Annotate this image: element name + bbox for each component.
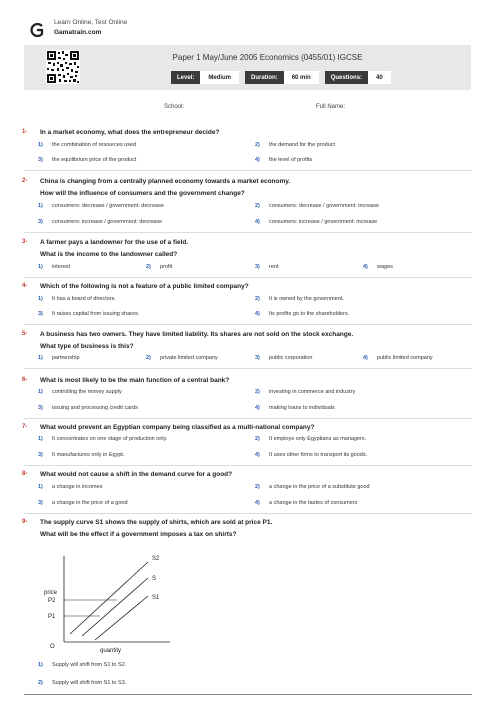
option-letter: 4)	[363, 264, 368, 270]
option-letter: 3)	[38, 157, 43, 163]
option-letter: 2)	[146, 264, 151, 270]
option-text: consumers: increase / government: decrease	[52, 219, 163, 225]
q4-option-4[interactable]	[255, 311, 349, 317]
option-letter: 1)	[38, 484, 43, 490]
q5-option-2[interactable]	[146, 355, 218, 361]
option-letter: 1)	[38, 355, 43, 361]
option-letter: 2)	[38, 680, 43, 686]
option-text: a change in incomes	[52, 484, 103, 490]
curve-s2	[70, 562, 148, 634]
option-text: It is owned by the government.	[269, 296, 344, 302]
option-text: It manufactures only in Egypt.	[52, 452, 125, 458]
option-letter: 4)	[255, 500, 260, 506]
q1-option-4[interactable]	[255, 157, 312, 163]
option-text: wages	[377, 264, 393, 270]
question-number: 2-	[22, 178, 28, 184]
paper-header	[24, 45, 471, 90]
q4-option-2[interactable]	[255, 296, 344, 302]
brand-site: Gamatrain.com	[54, 29, 102, 36]
question-stem-line-2: How will the influence of consumers and the government change?	[40, 190, 245, 197]
p2-label: P2	[48, 598, 56, 604]
s-label: S	[152, 576, 157, 582]
q8-option-4[interactable]	[255, 500, 357, 506]
q7-option-3[interactable]	[38, 452, 124, 458]
option-text: the equilibrium price of the product	[52, 157, 137, 163]
q3-option-2[interactable]	[146, 264, 172, 270]
option-letter: 3)	[38, 219, 43, 225]
questions-value: 40	[368, 71, 391, 84]
option-text: It raises capital from issuing shares.	[52, 311, 140, 317]
q6-option-3[interactable]	[38, 405, 138, 411]
option-letter: 3)	[38, 311, 43, 317]
option-text: rent	[269, 264, 279, 270]
question-number: 8-	[22, 471, 28, 477]
question-number: 7-	[22, 424, 28, 430]
question-divider	[24, 513, 472, 514]
option-letter: 3)	[255, 355, 260, 361]
supply-curve-diagram	[40, 548, 180, 658]
option-letter: 1)	[38, 662, 43, 668]
option-text: profit	[160, 264, 173, 270]
option-letter: 2)	[255, 389, 260, 395]
paper-badges	[171, 71, 391, 84]
q2-option-3[interactable]	[38, 219, 162, 225]
option-text: a change in the price of a good	[52, 500, 128, 506]
question-divider	[24, 324, 472, 325]
page-bottom-line	[24, 694, 472, 695]
fullname-field[interactable]: Full Name:	[316, 104, 346, 110]
question-divider	[24, 232, 472, 233]
duration-label: Duration:	[245, 71, 284, 84]
q5-option-1[interactable]	[38, 355, 80, 361]
question-number: 4-	[22, 283, 28, 289]
question-number: 9-	[22, 519, 28, 525]
school-field[interactable]: School:	[164, 104, 185, 110]
q7-option-4[interactable]	[255, 452, 367, 458]
question-divider	[24, 418, 472, 419]
option-text: It employs only Egyptians as managers.	[269, 436, 367, 442]
option-text: consumers: decrease / government: decrease	[52, 203, 164, 209]
q6-option-4[interactable]	[255, 405, 335, 411]
gamatrain-logo-icon	[30, 23, 44, 37]
q1-option-1[interactable]	[38, 142, 136, 148]
duration-badge	[245, 71, 319, 84]
curve-s	[82, 578, 148, 636]
q3-option-4[interactable]	[363, 264, 393, 270]
q3-option-3[interactable]	[255, 264, 278, 270]
q3-option-1[interactable]	[38, 264, 70, 270]
option-letter: 4)	[363, 355, 368, 361]
x-axis-label: quantity	[100, 648, 122, 654]
option-text: public limited company	[377, 355, 433, 361]
level-label: Level:	[171, 71, 200, 84]
question-divider	[24, 465, 472, 466]
question-stem: A farmer pays a landowner for the use of a field.	[40, 239, 189, 246]
option-letter: 1)	[38, 389, 43, 395]
option-text: issuing and processing credit cards	[52, 405, 138, 411]
option-letter: 4)	[255, 452, 260, 458]
option-text: investing in commerce and industry	[269, 389, 356, 395]
q1-option-2[interactable]	[255, 142, 335, 148]
option-letter: 2)	[255, 436, 260, 442]
option-text: interest	[52, 264, 71, 270]
q5-option-4[interactable]	[363, 355, 433, 361]
option-text: partnership	[52, 355, 80, 361]
question-stem: What is most likely to be the main function of a central bank?	[40, 377, 230, 384]
question-number: 3-	[22, 239, 28, 245]
option-text: Supply will shift from S1 to S3.	[52, 680, 127, 686]
question-stem: What would not cause a shift in the demand curve for a good?	[40, 471, 233, 478]
s1-label: S1	[152, 595, 160, 601]
q8-option-2[interactable]	[255, 484, 370, 490]
duration-value: 60 min	[284, 71, 319, 84]
option-text: consumers: decrease / government: increase	[269, 203, 380, 209]
questions-badge	[325, 71, 391, 84]
origin-label: O	[50, 644, 55, 650]
brand-tagline: Learn Online, Test Online	[54, 19, 128, 26]
question-stem: A business has two owners. They have limited liability. Its shares are not sold on the stock exchange.	[40, 331, 354, 338]
question-stem: What would prevent an Egyptian company being classified as a multi-national company?	[40, 424, 315, 431]
questions-label: Questions:	[325, 71, 368, 84]
option-letter: 2)	[255, 484, 260, 490]
option-letter: 1)	[38, 264, 43, 270]
q2-option-1[interactable]	[38, 203, 164, 209]
option-text: It has a board of directors.	[52, 296, 116, 302]
q6-option-1[interactable]	[38, 389, 122, 395]
question-stem-line-2: What is the income to the landowner called?	[40, 251, 178, 258]
q6-option-2[interactable]	[255, 389, 355, 395]
option-text: a change in the price of a substitute good	[269, 484, 370, 490]
question-number: 6-	[22, 377, 28, 383]
option-text: the combination of resources used	[52, 142, 137, 148]
q2-option-2[interactable]	[255, 203, 379, 209]
q7-option-2[interactable]	[255, 436, 366, 442]
option-letter: 1)	[38, 142, 43, 148]
q4-option-3[interactable]	[38, 311, 139, 317]
y-axis-label: price	[44, 590, 58, 596]
question-stem: In a market economy, what does the entrepreneur decide?	[40, 129, 220, 136]
option-text: consumers: increase / government: increase	[269, 219, 378, 225]
q4-option-1[interactable]	[38, 296, 116, 302]
option-letter: 2)	[255, 203, 260, 209]
option-letter: 1)	[38, 296, 43, 302]
question-stem: Which of the following is not a feature of a public limited company?	[40, 283, 249, 290]
question-divider	[24, 170, 472, 171]
level-badge	[171, 71, 239, 84]
option-text: Its profits go to the shareholders.	[269, 311, 350, 317]
option-letter: 3)	[38, 405, 43, 411]
option-letter: 4)	[255, 311, 260, 317]
q8-option-1[interactable]	[38, 484, 102, 490]
option-letter: 3)	[38, 452, 43, 458]
option-text: making loans to individuals	[269, 405, 335, 411]
option-letter: 2)	[255, 296, 260, 302]
q8-option-3[interactable]	[38, 500, 128, 506]
question-stem: The supply curve S1 shows the supply of shirts, which are sold at price P1.	[40, 519, 273, 526]
question-stem-line-2: What will be the effect if a government imposes a tax on shirts?	[40, 531, 237, 538]
question-stem: China is changing from a centrally planned economy towards a market economy.	[40, 178, 291, 185]
option-letter: 4)	[255, 157, 260, 163]
q1-option-3[interactable]	[38, 157, 136, 163]
q9-option-2[interactable]	[38, 680, 126, 686]
s2-label: S2	[152, 556, 160, 562]
option-text: public corporation	[269, 355, 313, 361]
option-letter: 1)	[38, 436, 43, 442]
option-letter: 3)	[38, 500, 43, 506]
p1-label: P1	[48, 614, 56, 620]
q2-option-4[interactable]	[255, 219, 377, 225]
option-letter: 2)	[255, 142, 260, 148]
option-text: private limited company	[160, 355, 218, 361]
question-number: 1-	[22, 129, 28, 135]
q9-option-1[interactable]	[38, 662, 126, 668]
question-number: 5-	[22, 331, 28, 337]
option-text: Supply will shift from S1 to S2.	[52, 662, 127, 668]
option-text: a change in the tastes of consumers	[269, 500, 358, 506]
level-value: Medium	[200, 71, 239, 84]
question-divider	[24, 277, 472, 278]
option-letter: 4)	[255, 405, 260, 411]
option-text: the demand for the product	[269, 142, 336, 148]
option-text: It concentrates on one stage of production only.	[52, 436, 168, 442]
option-letter: 4)	[255, 219, 260, 225]
question-divider	[24, 368, 472, 369]
option-text: It uses other firms to transport its goods.	[269, 452, 368, 458]
question-stem-line-2: What type of business is this?	[40, 343, 134, 350]
option-letter: 2)	[146, 355, 151, 361]
q7-option-1[interactable]	[38, 436, 167, 442]
option-letter: 3)	[255, 264, 260, 270]
option-letter: 1)	[38, 203, 43, 209]
option-text: controlling the money supply	[52, 389, 122, 395]
q5-option-3[interactable]	[255, 355, 312, 361]
option-text: the level of profits	[269, 157, 313, 163]
paper-title: Paper 1 May/June 2005 Economics (0455/01) IGCSE	[172, 53, 363, 62]
